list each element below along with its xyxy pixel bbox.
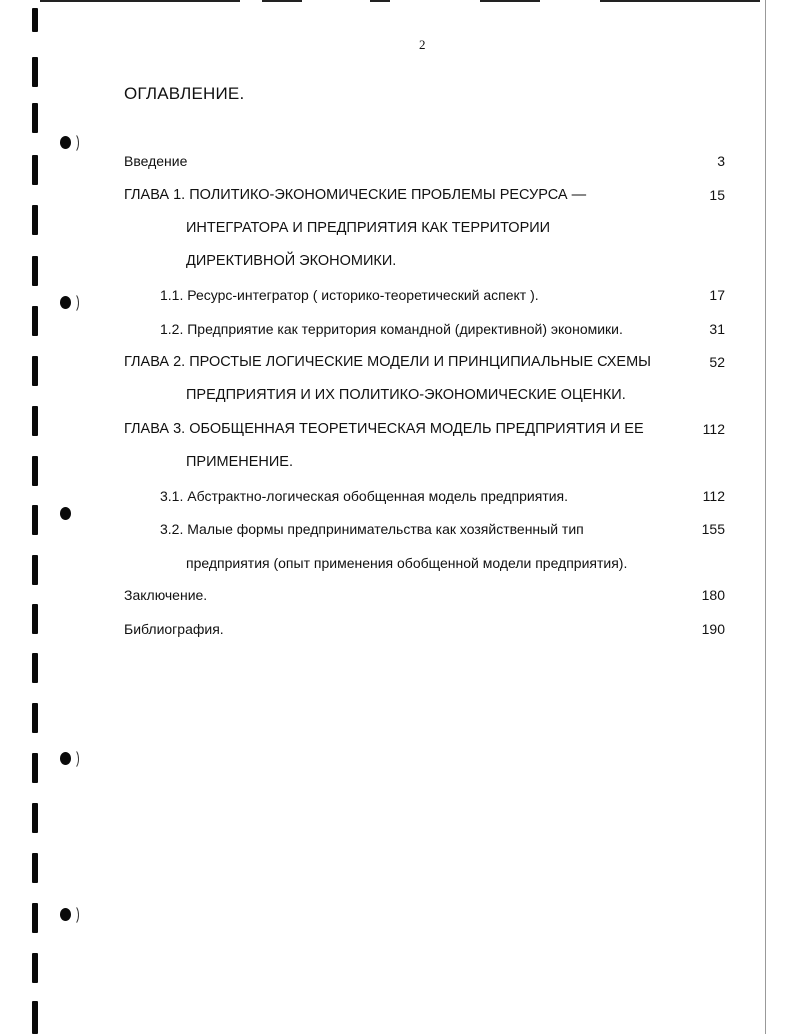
punch-hole-mark bbox=[60, 133, 82, 153]
binding-mark bbox=[32, 205, 38, 235]
binding-mark bbox=[32, 8, 38, 32]
binding-mark bbox=[32, 555, 38, 585]
binding-mark bbox=[32, 1001, 38, 1034]
scan-top-edge bbox=[40, 0, 240, 2]
page-title: ОГЛАВЛЕНИЕ. bbox=[124, 84, 245, 103]
binding-mark bbox=[32, 803, 38, 833]
binding-mark bbox=[32, 753, 38, 783]
punch-hole-mark bbox=[60, 905, 82, 925]
binding-mark bbox=[32, 853, 38, 883]
scan-top-edge bbox=[600, 0, 760, 2]
page-number: 2 bbox=[419, 37, 426, 52]
binding-mark bbox=[32, 903, 38, 933]
binding-mark bbox=[32, 505, 38, 535]
toc-page-number: 17 bbox=[709, 287, 725, 303]
toc-entry-chapter-3: ГЛАВА 3. ОБОБЩЕННАЯ ТЕОРЕТИЧЕСКАЯ МОДЕЛЬ ПРЕДПРИЯТИЯ И ЕЕ bbox=[124, 421, 644, 437]
binding-mark bbox=[32, 703, 38, 733]
toc-entry-chapter-2-cont: ПРЕДПРИЯТИЯ И ИХ ПОЛИТИКО-ЭКОНОМИЧЕСКИЕ ОЦЕНКИ. bbox=[186, 387, 626, 403]
toc-page-number: 112 bbox=[702, 488, 725, 504]
toc-page-number: 31 bbox=[709, 321, 725, 337]
binding-mark bbox=[32, 103, 38, 133]
toc-entry-section-3-2-cont: предприятия (опыт применения обобщенной модели предприятия). bbox=[186, 555, 628, 571]
toc-entry-chapter-1-cont: ИНТЕГРАТОРА И ПРЕДПРИЯТИЯ КАК ТЕРРИТОРИИ bbox=[186, 220, 551, 236]
punch-hole-mark bbox=[60, 504, 82, 524]
toc-page-number: 180 bbox=[701, 587, 725, 603]
toc-page-number: 112 bbox=[702, 421, 725, 437]
toc-page-number: 155 bbox=[701, 521, 725, 537]
binding-mark bbox=[32, 406, 38, 436]
toc-page-number: 15 bbox=[709, 187, 725, 203]
toc-entry-section-1-1: 1.1. Ресурс-интегратор ( историко-теоретический аспект ). bbox=[160, 287, 539, 303]
scan-top-edge bbox=[262, 0, 302, 2]
toc-entry-section-3-1: 3.1. Абстрактно-логическая обобщенная модель предприятия. bbox=[160, 488, 569, 504]
toc-entry-section-1-2: 1.2. Предприятие как территория командной (директивной) экономики. bbox=[160, 321, 623, 337]
binding-mark bbox=[32, 57, 38, 87]
toc-entry-chapter-2: ГЛАВА 2. ПРОСТЫЕ ЛОГИЧЕСКИЕ МОДЕЛИ И ПРИНЦИПИАЛЬНЫЕ СХЕМЫ bbox=[124, 354, 651, 370]
toc-entry-bibliography: Библиография. bbox=[124, 621, 224, 637]
binding-mark bbox=[32, 653, 38, 683]
toc-entry-chapter-1: ГЛАВА 1. ПОЛИТИКО-ЭКОНОМИЧЕСКИЕ ПРОБЛЕМЫ РЕСУРСА — bbox=[124, 187, 587, 203]
toc-page-number: 190 bbox=[701, 621, 725, 637]
toc-entry-section-3-2: 3.2. Малые формы предпринимательства как хозяйственный тип bbox=[160, 521, 584, 537]
binding-mark bbox=[32, 256, 38, 286]
toc-entry-conclusion: Заключение. bbox=[124, 587, 208, 603]
toc-page-number: 3 bbox=[717, 153, 725, 169]
binding-mark bbox=[32, 953, 38, 983]
binding-mark bbox=[32, 604, 38, 634]
scan-top-edge bbox=[370, 0, 390, 2]
toc-entry-introduction: Введение bbox=[124, 153, 188, 169]
punch-hole-mark bbox=[60, 293, 82, 313]
toc-entry-chapter-1-cont: ДИРЕКТИВНОЙ ЭКОНОМИКИ. bbox=[186, 253, 397, 269]
punch-hole-mark bbox=[60, 749, 82, 769]
binding-mark bbox=[32, 456, 38, 486]
binding-mark bbox=[32, 356, 38, 386]
scan-top-edge bbox=[480, 0, 540, 2]
page-right-edge bbox=[765, 0, 766, 1034]
binding-mark bbox=[32, 306, 38, 336]
binding-mark bbox=[32, 155, 38, 185]
toc-page-number: 52 bbox=[709, 354, 725, 370]
toc-entry-chapter-3-cont: ПРИМЕНЕНИЕ. bbox=[186, 454, 294, 470]
